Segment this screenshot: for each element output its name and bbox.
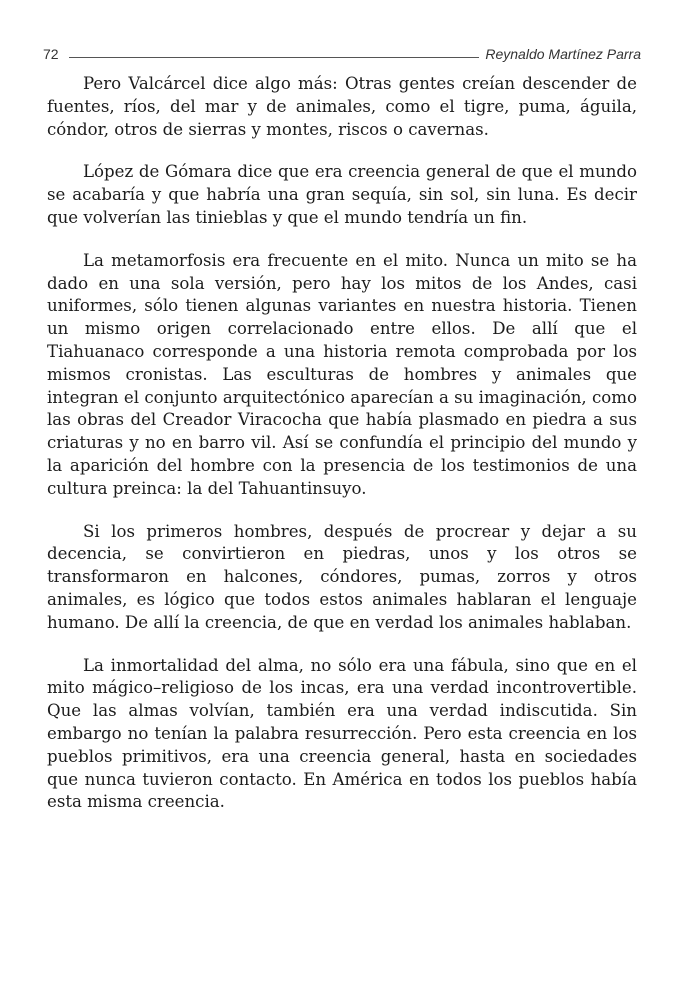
paragraph: La metamorfosis era frecuente en el mito. Nunca un mito se ha dado en una sola versión, pero hay los mitos de los Andes, casi uniformes, sólo tienen algunas variantes en nuestra historia. Tienen un mismo origen correlacionado entre ellos. De allí que el Tiahuanaco corresponde a una historia remota comprobada por los mismos cronistas. Las esculturas de hombres y animales que integran el conjunto arquitectónico aparecían a su imaginación, como las obras del Creador Viracocha que había plasmado en piedra a sus criaturas y no en barro vil. Así se confundía el principio del mundo y la aparición del hombre con la presencia de los testimonios de una cultura preinca: la del Tahuantinsuyo. [47, 250, 637, 498]
paragraph: Si los primeros hombres, después de procrear y dejar a su decencia, se convirtieron en piedras, unos y los otros se transformaron en halcones, cóndores, pumas, zorros y otros animales, es lógico que todos estos animales hablaran el lenguaje humano. De allí la creencia, de que en verdad los animales hablaban. [47, 521, 637, 632]
paragraph: La inmortalidad del alma, no sólo era una fábula, sino que en el mito mágico–religioso de los incas, era una verdad incontrovertible. Que las almas volvían, también era una verdad indiscutida. Sin embargo no tenían la palabra resurrección. Pero esta creencia en los pueblos primitivos, era una creencia general, hasta en sociedades que nunca tuvieron contacto. En América en todos los pueblos había esta misma creencia. [47, 655, 637, 812]
paragraph: López de Gómara dice que era creencia general de que el mundo se acabaría y que habría una gran sequía, sin sol, sin luna. Es decir que volverían las tinieblas y que el mundo tendría un fin. [47, 162, 637, 227]
page-number: 72 [43, 46, 59, 62]
paragraph: Pero Valcárcel dice algo más: Otras gentes creían descender de fuentes, ríos, del mar y de animales, como el tigre, puma, águila, cóndor, otros de sierras y montes, riscos o cavernas. [47, 74, 637, 139]
running-head-author: Reynaldo Martínez Parra [485, 46, 641, 62]
page-header [43, 40, 641, 62]
body-text [47, 73, 637, 834]
header-rule [69, 57, 480, 58]
